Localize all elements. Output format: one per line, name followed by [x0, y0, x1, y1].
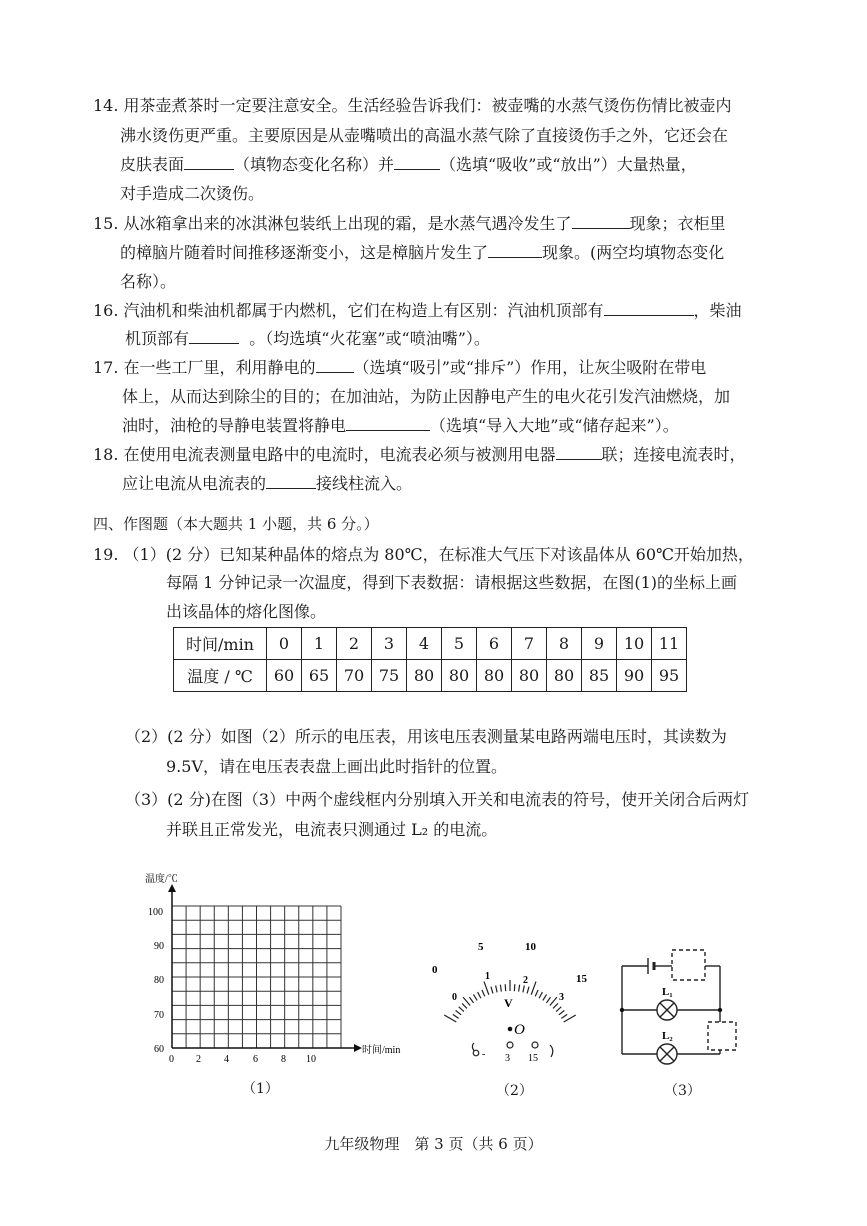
q18-text-a: 18. 在使用电流表测量电路中的电流时，电流表必须与被测用电器	[93, 445, 556, 464]
table-cell: 60	[267, 660, 302, 692]
table-cell: 80	[547, 660, 582, 692]
x-tick-label: 6	[253, 1054, 258, 1065]
answer-blank[interactable]	[556, 445, 602, 460]
q15-text-d: 现象。(两空均填物态变化	[542, 243, 725, 262]
answer-blank[interactable]	[604, 301, 694, 316]
temperature-table	[173, 627, 687, 692]
dial-tick	[469, 997, 473, 1003]
dial-tick	[546, 997, 550, 1003]
table-cell: 80	[512, 660, 547, 692]
dial-tick	[491, 987, 493, 994]
figure-2-voltmeter[interactable]	[418, 935, 603, 1075]
q15-line1	[93, 214, 726, 234]
q16-text-b: ，柴油	[693, 301, 742, 320]
dial-tick	[523, 986, 524, 993]
q14-text-c: （选填“吸收”或“放出”）大量热量，	[440, 155, 697, 174]
dial-tick	[453, 1014, 459, 1018]
y-tick-label: 80	[154, 975, 164, 986]
terminal-icon	[473, 1050, 479, 1056]
q15-line3: 名称）。	[120, 272, 177, 291]
dashed-box-top[interactable]	[672, 950, 705, 980]
x-axis-label: 时间/min	[362, 1045, 401, 1056]
y-tick-label: 60	[154, 1044, 164, 1055]
answer-blank[interactable]	[316, 358, 354, 373]
table-cell: 65	[302, 660, 337, 692]
table-cell: 0	[267, 628, 302, 660]
dial-tick	[519, 985, 520, 992]
figure-2-caption: （2）	[496, 1083, 533, 1099]
q19-p3-line2: 并联且正常发光，电流表只测通过 L₂ 的电流。	[166, 820, 498, 839]
pivot-label: O	[514, 1022, 525, 1038]
dial-tick	[500, 985, 501, 992]
q16-line2	[125, 329, 490, 349]
figure-3-caption: （3）	[664, 1083, 701, 1099]
dial-tick	[561, 1014, 567, 1018]
dial-tick	[482, 990, 485, 996]
q14-line4: 对手造成二次烫伤。	[120, 184, 265, 203]
table-cell: 9	[582, 628, 617, 660]
terminal-label: 3	[505, 1053, 510, 1064]
table-cell: 10	[617, 628, 652, 660]
lamp-icon	[657, 1000, 677, 1020]
table-header-time: 时间/min	[174, 628, 267, 660]
answer-blank[interactable]	[488, 243, 542, 258]
voltmeter-unit: V	[504, 996, 513, 1010]
q19-p1-line1: 19. （1）(2 分）已知某种晶体的熔点为 80℃，在标准大气压下对该晶体从 60℃开始加热，	[93, 545, 754, 564]
q14-text-a: 皮肤表面	[120, 155, 185, 174]
y-tick-label: 70	[154, 1010, 164, 1021]
q17-line1	[93, 358, 706, 378]
y-axis-label: 温度/℃	[145, 874, 178, 885]
q14-line3	[120, 155, 697, 175]
terminal-icon	[550, 1045, 553, 1057]
answer-blank[interactable]	[346, 416, 430, 431]
q16-text-c: 机顶部有	[125, 329, 190, 348]
table-cell: 80	[477, 660, 512, 692]
q18-line1	[93, 445, 746, 465]
y-tick-label: 100	[148, 907, 163, 918]
section-heading: 四、作图题（本大题共 1 小题，共 6 分。）	[93, 515, 379, 533]
x-tick-label: 2	[196, 1054, 201, 1065]
q14-line2: 沸水烫伤更严重。主要原因是从壶嘴喷出的高温水蒸气除了直接烫伤手之外，它还会在	[120, 126, 729, 145]
table-cell: 70	[337, 660, 372, 692]
dial-tick	[559, 1011, 565, 1015]
q18-text-d: 接线柱流入。	[316, 474, 413, 493]
terminal-icon	[532, 1042, 538, 1048]
answer-blank[interactable]	[266, 474, 316, 489]
q18-text-c: 应让电流从电流表的	[122, 474, 267, 493]
q17-text-a: 17. 在一些工厂里，利用静电的	[93, 358, 316, 377]
q18-line2	[122, 474, 412, 494]
figure-1-grid[interactable]	[140, 868, 415, 1073]
table-cell: 5	[442, 628, 477, 660]
q15-line2	[120, 243, 724, 263]
answer-blank[interactable]	[184, 155, 234, 170]
lamp-2-label: L₂	[662, 1030, 673, 1042]
x-tick-label: 0	[169, 1054, 174, 1065]
dial-tick	[527, 987, 529, 994]
q19-p1-line2: 每隔 1 分钟记录一次温度，得到下表数据：请根据这些数据，在图(1)的坐标上画	[166, 573, 738, 592]
q16-text-a: 16. 汽油机和柴油机都属于内燃机，它们在构造上有区别：汽油机顶部有	[93, 301, 604, 320]
table-cell: 85	[582, 660, 617, 692]
lower-scale-label: 3	[559, 992, 564, 1003]
answer-blank[interactable]	[189, 329, 239, 344]
lower-scale-label: 0	[452, 992, 457, 1003]
table-cell: 1	[302, 628, 337, 660]
table-cell: 3	[372, 628, 407, 660]
q17-line3	[122, 416, 679, 436]
table-row-time	[174, 628, 687, 660]
dial-tick	[496, 986, 497, 993]
q16-line1	[93, 301, 742, 321]
answer-blank[interactable]	[394, 155, 440, 170]
dial-tick	[539, 992, 542, 998]
y-tick-label: 90	[154, 941, 164, 952]
q19-p1-line3: 出该晶体的熔化图像。	[166, 602, 327, 621]
dial-tick	[456, 1011, 462, 1015]
q16-text-d: 。（均选填“火花塞”或“喷油嘴”）。	[249, 329, 490, 348]
dial-tick	[462, 1003, 467, 1008]
q19-p2-line2: 9.5V，请在电压表表盘上画出此时指针的位置。	[166, 757, 508, 776]
lower-scale-label: 1	[485, 971, 490, 982]
dial-tick	[484, 982, 489, 995]
q19-p3-line1: （3）(2 分)在图（3）中两个虚线框内分别填入开关和电流表的符号，使开关闭合后两灯	[125, 790, 750, 809]
upper-scale-label: 0	[432, 964, 438, 976]
table-cell: 95	[652, 660, 687, 692]
terminal-label: -	[482, 1049, 486, 1060]
dial-tick	[531, 982, 536, 995]
dial-tick	[553, 1003, 558, 1008]
table-row-temp	[174, 660, 687, 692]
terminal-label: 15	[528, 1053, 538, 1064]
dial-tick	[535, 990, 538, 996]
dial-tick	[473, 994, 477, 1000]
q14-line1: 14. 用茶壶煮茶时一定要注意安全。生活经验告诉我们：被壶嘴的水蒸气烫伤伤情比被壶内	[93, 96, 732, 115]
dial-tick	[550, 997, 557, 1005]
upper-scale-label: 10	[525, 941, 536, 953]
table-cell: 90	[617, 660, 652, 692]
figure-3-circuit[interactable]	[610, 940, 750, 1065]
x-tick-label: 10	[306, 1054, 316, 1065]
x-tick-label: 8	[281, 1054, 286, 1065]
table-cell: 75	[372, 660, 407, 692]
q19-p2-line1: （2）(2 分）如图（2）所示的电压表，用该电压表测量某电路两端电压时，其读数为	[125, 727, 727, 746]
dial-tick	[556, 1007, 561, 1012]
q14-text-b: （填物态变化名称）并	[234, 155, 395, 174]
dial-tick	[478, 992, 481, 998]
table-cell: 11	[652, 628, 687, 660]
q15-text-b: 现象；衣柜里	[629, 214, 726, 233]
lamp-icon	[657, 1044, 677, 1064]
terminal-icon	[507, 1042, 513, 1048]
answer-blank[interactable]	[572, 214, 630, 229]
table-cell: 2	[337, 628, 372, 660]
dial-tick	[543, 994, 547, 1000]
dashed-box-right[interactable]	[708, 1022, 736, 1050]
table-cell: 8	[547, 628, 582, 660]
dial-tick	[459, 1007, 464, 1012]
page-footer: 九年级物理 第 3 页（共 6 页）	[324, 1135, 543, 1153]
pointer-pivot	[508, 1027, 513, 1032]
figure-1-caption: （1）	[242, 1081, 279, 1097]
table-cell: 80	[407, 660, 442, 692]
x-tick-label: 4	[224, 1054, 229, 1065]
q17-line2: 体上，从而达到除尘的目的；在加油站，为防止因静电产生的电火花引发汽油燃烧，加	[122, 387, 731, 406]
dial-tick	[463, 997, 470, 1005]
q15-text-a: 15. 从冰箱拿出来的冰淇淋包装纸上出现的霜，是水蒸气遇冷发生了	[93, 214, 572, 233]
table-cell: 7	[512, 628, 547, 660]
table-cell: 6	[477, 628, 512, 660]
upper-scale-label: 5	[478, 941, 484, 953]
upper-scale-label: 15	[576, 973, 587, 985]
table-cell: 4	[407, 628, 442, 660]
q17-text-b: （选填“吸引”或“排斥”）作用，让灰尘吸附在带电	[353, 358, 707, 377]
table-header-temp: 温度 / ℃	[174, 660, 267, 692]
q18-text-b: 联；连接电流表时，	[601, 445, 746, 464]
lower-scale-label: 2	[523, 975, 528, 986]
table-cell: 80	[442, 660, 477, 692]
lamp-1-label: L₁	[662, 986, 673, 998]
q17-text-d: （选填“导入大地”或“储存起来”）。	[430, 416, 679, 435]
q17-text-c: 油时，油枪的导静电装置将静电	[122, 416, 347, 435]
q15-text-c: 的樟脑片随着时间推移逐渐变小，这是樟脑片发生了	[120, 243, 489, 262]
